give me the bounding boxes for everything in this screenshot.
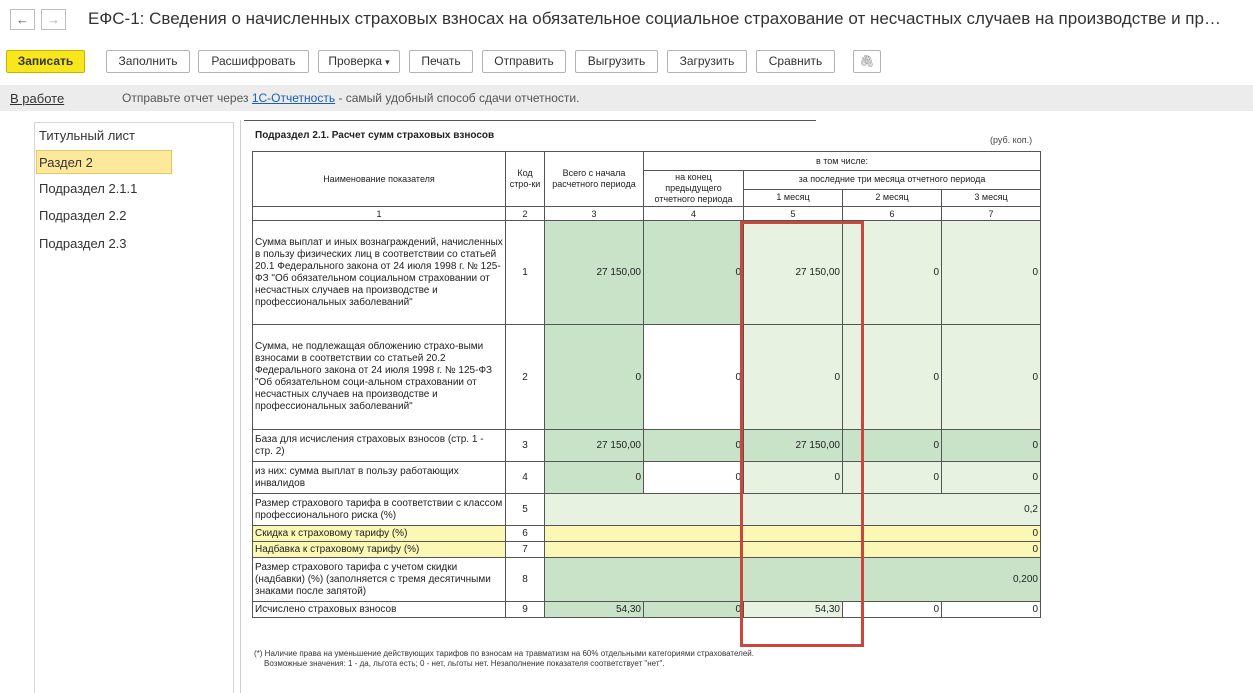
fill-button[interactable]: Заполнить xyxy=(106,50,190,73)
cell-total[interactable]: 0 xyxy=(545,462,644,494)
header-prev-end: на конец предыдущего отчетного периода xyxy=(644,171,744,207)
section-title: Подраздел 2.1. Расчет сумм страховых взносов xyxy=(255,130,495,141)
table-row xyxy=(253,558,1041,602)
compare-button[interactable]: Сравнить xyxy=(756,50,835,73)
cell-total[interactable]: 0 xyxy=(545,325,644,430)
table-row xyxy=(253,325,1041,430)
forward-button[interactable] xyxy=(41,9,66,30)
row-code: 7 xyxy=(506,542,545,558)
window-title: ЕФС-1: Сведения о начисленных страховых взносах на обязательное социальное страхование от несчастных случаев на производстве и пр… xyxy=(88,9,1221,28)
row-label: из них: сумма выплат в пользу работающих инвалидов xyxy=(253,462,506,494)
cell-prev-end[interactable]: 0 xyxy=(644,325,744,430)
reporting-link[interactable]: 1С-Отчетность xyxy=(251,91,336,105)
cell-month-1[interactable]: 54,30 xyxy=(744,602,843,618)
footnote xyxy=(254,649,754,669)
send-button[interactable]: Отправить xyxy=(482,50,566,73)
row-code: 6 xyxy=(506,526,545,542)
header-total: Всего с начала расчетного периода xyxy=(545,152,644,207)
print-button[interactable]: Печать xyxy=(409,50,473,73)
cell-total[interactable]: 54,30 xyxy=(545,602,644,618)
header-last-three-months: за последние три месяца отчетного периода xyxy=(744,171,1041,190)
check-button-label: Проверка xyxy=(328,54,383,68)
col-number: 2 xyxy=(506,207,545,221)
nav-item-section-2[interactable]: Раздел 2 xyxy=(36,150,172,174)
col-number: 5 xyxy=(744,207,843,221)
cell-prev-end[interactable]: 0 xyxy=(644,221,744,325)
export-button[interactable]: Выгрузить xyxy=(575,50,658,73)
toolbar xyxy=(0,49,1253,77)
header-name: Наименование показателя xyxy=(253,152,506,207)
title-bar xyxy=(0,0,1253,40)
cell-month-1[interactable]: 27 150,00 xyxy=(744,221,843,325)
cell-tariff[interactable]: 0,2 xyxy=(545,494,1041,526)
units-label: (руб. коп.) xyxy=(990,135,1033,145)
nav-item-subsection-2-2[interactable]: Подраздел 2.2 xyxy=(39,208,127,223)
cell-total[interactable]: 27 150,00 xyxy=(545,430,644,462)
table-row xyxy=(253,462,1041,494)
attach-button[interactable] xyxy=(853,50,881,73)
save-button[interactable]: Записать xyxy=(6,50,85,73)
row-label: Размер страхового тарифа в соответствии с классом профессионального риска (%) xyxy=(253,494,506,526)
table-row xyxy=(253,526,1041,542)
row-code: 9 xyxy=(506,602,545,618)
col-number: 7 xyxy=(942,207,1041,221)
header-including: в том числе: xyxy=(644,152,1041,171)
col-number: 6 xyxy=(843,207,942,221)
col-number: 1 xyxy=(253,207,506,221)
cell-month-2[interactable]: 0 xyxy=(843,325,942,430)
nav-item-title-page[interactable]: Титульный лист xyxy=(39,128,136,143)
hint-after: - самый удобный способ сдачи отчетности. xyxy=(335,91,580,105)
row-label: Скидка к страховому тарифу (%) xyxy=(253,526,506,542)
row-code: 3 xyxy=(506,430,545,462)
arrow-left-icon: ← xyxy=(16,12,29,27)
cell-month-3[interactable]: 0 xyxy=(942,602,1041,618)
cell-prev-end[interactable]: 0 xyxy=(644,462,744,494)
cell-month-2[interactable]: 0 xyxy=(843,221,942,325)
header-month-2: 2 месяц xyxy=(843,189,942,207)
cell-month-3[interactable]: 0 xyxy=(942,430,1041,462)
row-label: Размер страхового тарифа с учетом скидки (надбавки) (%) (заполняется с тремя десятичными знаками после запятой) xyxy=(253,558,506,602)
cell-month-1[interactable]: 27 150,00 xyxy=(744,430,843,462)
check-button[interactable] xyxy=(318,50,400,73)
row-label: Сумма, не подлежащая обложению страхо-выми взносами в соответствии со статьей 20.2 Федерального закона от 24 июля 1998 г. № 125-ФЗ "Об обязательном соци-альном страховании от несчастных случаев на производстве и профессиональных заболеваний" xyxy=(253,325,506,430)
cell-month-2[interactable]: 0 xyxy=(843,430,942,462)
table-row xyxy=(253,602,1041,618)
cell-total[interactable]: 27 150,00 xyxy=(545,221,644,325)
cell-month-1[interactable]: 0 xyxy=(744,325,843,430)
row-label: Исчислено страховых взносов xyxy=(253,602,506,618)
cell-surcharge[interactable]: 0 xyxy=(545,542,1041,558)
row-code: 8 xyxy=(506,558,545,602)
cell-month-3[interactable]: 0 xyxy=(942,462,1041,494)
cell-month-1[interactable]: 0 xyxy=(744,462,843,494)
import-button[interactable]: Загрузить xyxy=(667,50,747,73)
nav-item-subsection-2-3[interactable]: Подраздел 2.3 xyxy=(39,236,127,251)
footnote-line-2: Возможные значения: 1 - да, льгота есть; 0 - нет, льготы нет. Незаполнение показателя соответствует "нет". xyxy=(264,659,665,668)
table-row xyxy=(253,221,1041,325)
footnote-line-1: (*) Наличие права на уменьшение действующих тарифов по взносам на травматизм на 60% отдельными категориями страхователей. xyxy=(254,649,754,658)
col-number: 4 xyxy=(644,207,744,221)
nav-item-subsection-2-1-1[interactable]: Подраздел 2.1.1 xyxy=(39,181,138,196)
decode-button[interactable]: Расшифровать xyxy=(198,50,309,73)
row-code: 2 xyxy=(506,325,545,430)
row-code: 1 xyxy=(506,221,545,325)
hint-text xyxy=(122,91,579,105)
table-row xyxy=(253,542,1041,558)
row-code: 5 xyxy=(506,494,545,526)
cell-month-3[interactable]: 0 xyxy=(942,325,1041,430)
paperclip-icon: 🖇 xyxy=(859,54,875,68)
cell-prev-end[interactable]: 0 xyxy=(644,602,744,618)
cell-tariff-adjusted[interactable]: 0,200 xyxy=(545,558,1041,602)
cell-month-3[interactable]: 0 xyxy=(942,221,1041,325)
divider xyxy=(244,120,816,121)
table-row xyxy=(253,494,1041,526)
row-code: 4 xyxy=(506,462,545,494)
hint-before: Отправьте отчет через xyxy=(122,91,252,105)
chevron-down-icon: ▾ xyxy=(385,57,390,67)
contributions-table xyxy=(252,151,1041,618)
info-bar xyxy=(0,85,1253,111)
table-row xyxy=(253,430,1041,462)
row-label: Надбавка к страховому тарифу (%) xyxy=(253,542,506,558)
arrow-right-icon: → xyxy=(47,12,60,27)
cell-discount[interactable]: 0 xyxy=(545,526,1041,542)
header-month-1: 1 месяц xyxy=(744,189,843,207)
cell-month-2[interactable]: 0 xyxy=(843,462,942,494)
row-label: База для исчисления страховых взносов (стр. 1 - стр. 2) xyxy=(253,430,506,462)
cell-month-2[interactable]: 0 xyxy=(843,602,942,618)
status-link[interactable]: В работе xyxy=(10,91,65,106)
back-button[interactable] xyxy=(10,9,35,30)
header-month-3: 3 месяц xyxy=(942,189,1041,207)
cell-prev-end[interactable]: 0 xyxy=(644,430,744,462)
section-nav xyxy=(34,122,234,693)
row-label: Сумма выплат и иных вознаграждений, начисленных в пользу физических лиц в соответствии со статьей 20.1 Федерального закона от 24 июля 1998 г. № 125-ФЗ "Об обязательном социальном страховании от несчастных случаев на производстве и профессиональных заболеваний" xyxy=(253,221,506,325)
col-number: 3 xyxy=(545,207,644,221)
header-code: Код стро-ки xyxy=(506,152,545,207)
